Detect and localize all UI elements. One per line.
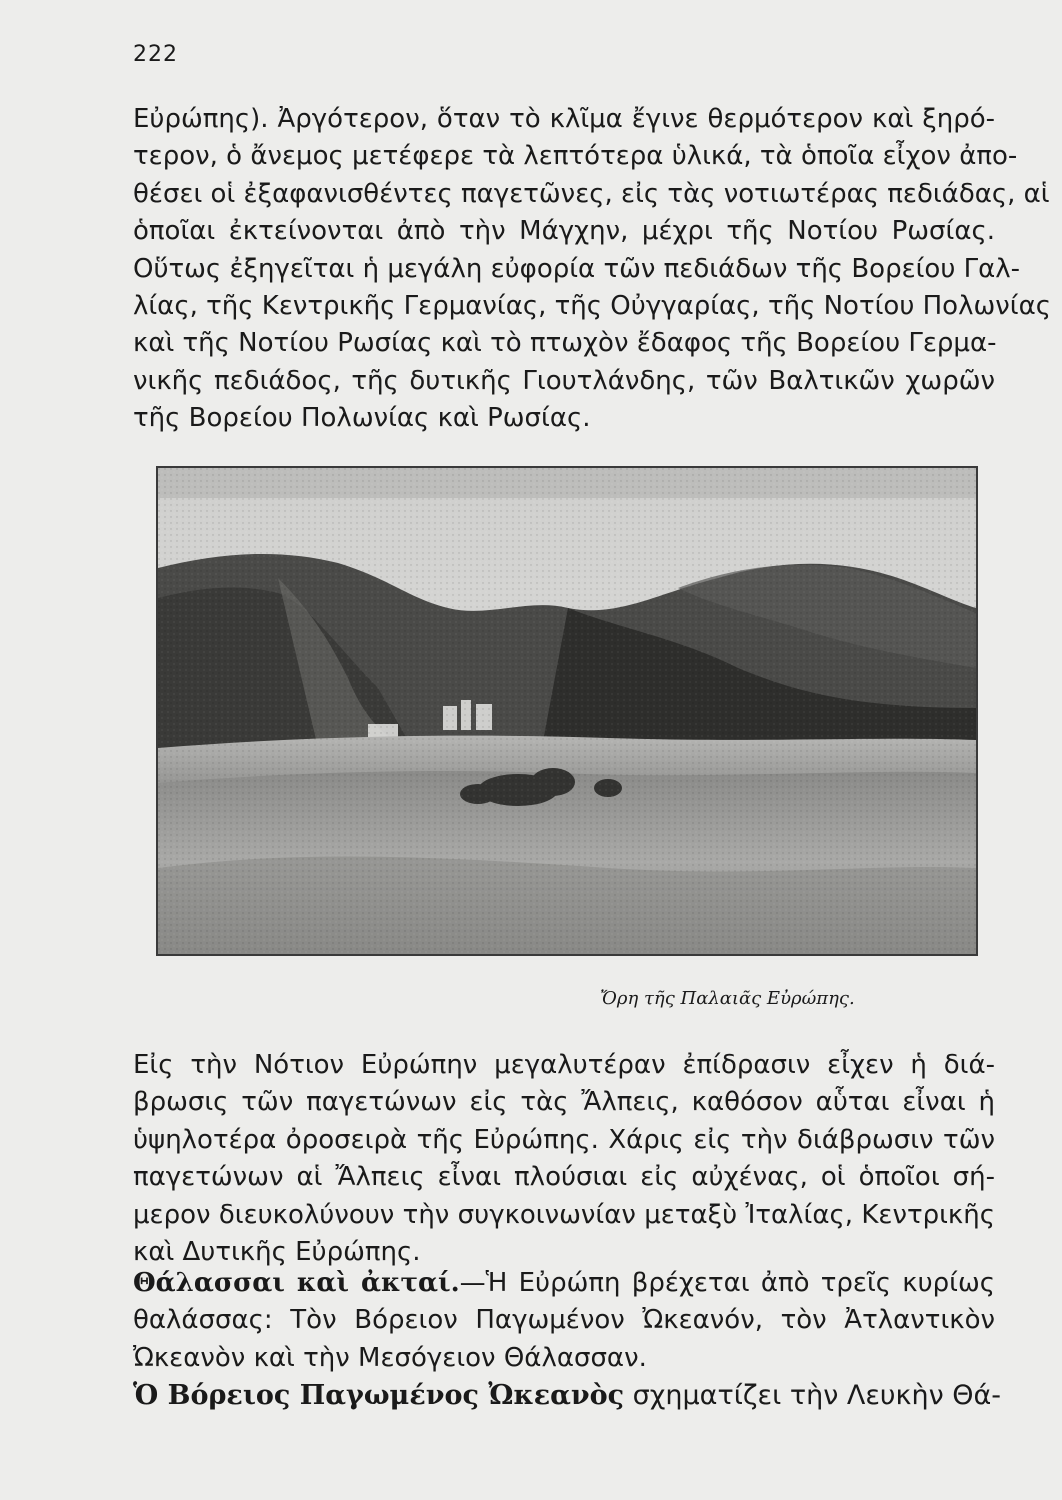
text-line: Εἰς τὴν Νότιον Εὐρώπην μεγαλυτέραν ἐπίδρασιν εἶχεν ἡ διά- (133, 1050, 995, 1080)
text-line: νικῆς πεδιάδος, τῆς δυτικῆς Γιουτλάνδης, τῶν Βαλτικῶν χωρῶν (133, 365, 995, 396)
text-line (133, 1265, 995, 1302)
text-line: βρωσις τῶν παγετώνων εἰς τὰς Ἄλπεις, καθόσον αὗται εἶναι ἡ (133, 1087, 995, 1118)
section-heading: Θάλασσαι καὶ ἀκταί. (133, 1268, 460, 1298)
paragraph-seas (133, 1265, 995, 1377)
text-line: τερον, ὁ ἄνεμος μετέφερε τὰ λεπτότερα ὑλικά, τὰ ὁποῖα εἶχον ἀπο- (133, 141, 1018, 172)
page-number: 222 (133, 42, 178, 67)
text-line (133, 1377, 1002, 1414)
text-line: ὁποῖαι ἐκτείνονται ἀπὸ τὴν Μάγχην, μέχρι τῆς Νοτίου Ρωσίας. (133, 216, 995, 247)
photo-caption: Ὄρη τῆς Παλαιᾶς Εὐρώπης. (600, 988, 855, 1009)
paragraph-arctic (133, 1377, 1002, 1414)
text-line: θαλάσσας: Τὸν Βόρειον Παγωμένον Ὠκεανόν, τὸν Ἀτλαντικὸν (133, 1305, 995, 1336)
text-line: τῆς Βορείου Πολωνίας καὶ Ρωσίας. (133, 403, 591, 434)
text-line: Ὠκεανὸν καὶ τὴν Μεσόγειον Θάλασσαν. (133, 1342, 647, 1373)
text-line: μερον διευκολύνουν τὴν συγκοινωνίαν μεταξὺ Ἰταλίας, Κεντρικῆς (133, 1199, 995, 1230)
section-heading: Ὁ Βόρειος Παγωμένος Ὠκεανὸς (133, 1380, 625, 1411)
text-line: Εὐρώπης). Ἀργότερον, ὅταν τὸ κλῖμα ἔγινε θερμότερον καὶ ξηρό- (133, 104, 995, 134)
paragraph-loess (133, 101, 1051, 438)
text-line: καὶ Δυτικῆς Εὐρώπης. (133, 1237, 421, 1268)
landscape-photo (156, 466, 978, 956)
text-line: ὑψηλοτέρα ὀροσειρὰ τῆς Εὐρώπης. Χάρις εἰς τὴν διάβρωσιν τῶν (133, 1124, 995, 1155)
text-line: Οὕτως ἐξηγεῖται ἡ μεγάλη εὐφορία τῶν πεδιάδων τῆς Βορείου Γαλ- (133, 253, 1021, 284)
text-run: σχηματίζει τὴν Λευκὴν Θά- (624, 1380, 1002, 1411)
text-line: καὶ τῆς Νοτίου Ρωσίας καὶ τὸ πτωχὸν ἔδαφος τῆς Βορείου Γερμα- (133, 328, 997, 359)
mountains-illustration (158, 468, 976, 954)
text-line: παγετώνων αἱ Ἄλπεις εἶναι πλούσιαι εἰς αὐχένας, οἱ ὁποῖοι σή- (133, 1162, 995, 1193)
text-run: —Ἡ Εὐρώπη βρέχεται ἀπὸ τρεῖς κυρίως (459, 1268, 995, 1298)
paragraph-alps (133, 1047, 995, 1271)
text-line: λίας, τῆς Κεντρικῆς Γερμανίας, τῆς Οὐγγαρίας, τῆς Νοτίου Πολωνίας (133, 291, 1051, 322)
text-line: θέσει οἱ ἐξαφανισθέντες παγετῶνες, εἰς τὰς νοτιωτέρας πεδιάδας, αἱ (133, 178, 1050, 209)
